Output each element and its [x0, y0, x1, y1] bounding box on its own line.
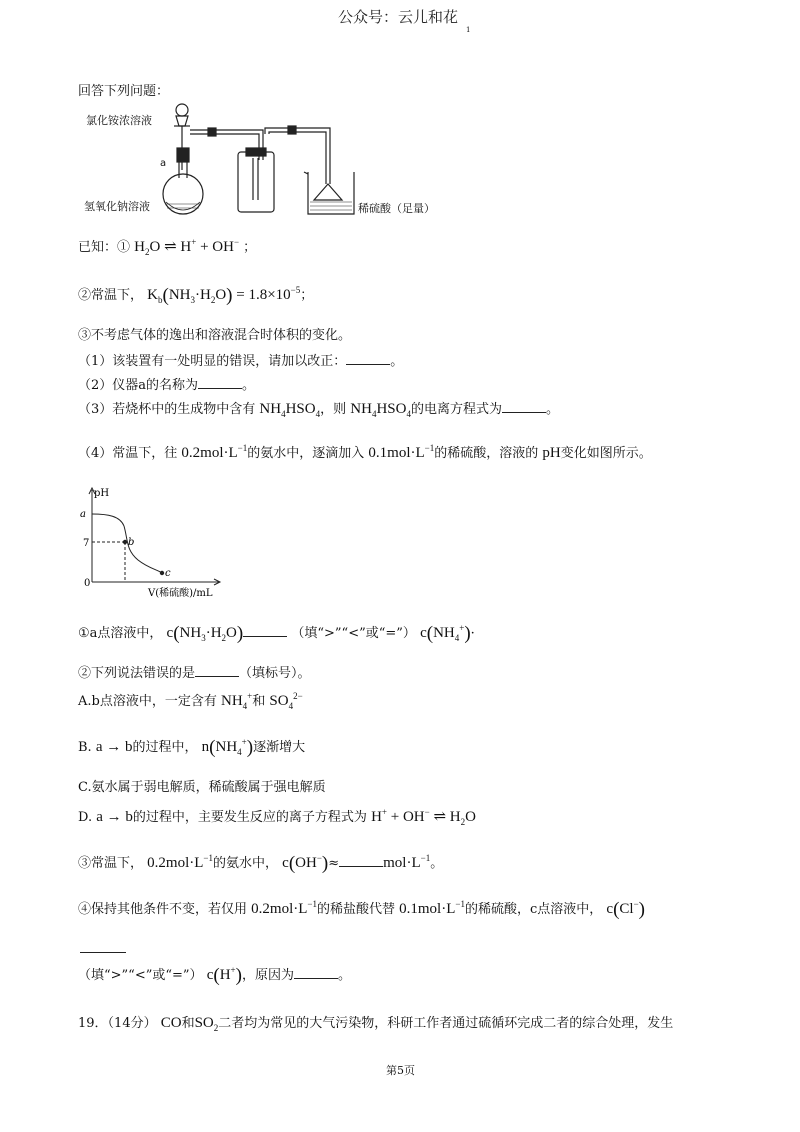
- sub-3: ③常温下， $0.2mol\cdot L^{-1}$的氨水中， $c(OH^-)\approx mol\cdot L^{-1}$。: [78, 853, 444, 874]
- label-point-c: c: [165, 568, 171, 579]
- option-a: A.b点溶液中，一定含有 $NH_4^+$和 $SO_4^{2-}$: [78, 691, 303, 711]
- question-4: （4）常温下，往 $0.2mol\cdot L^{-1}$的氨水中，逐滴加入 $0.1mol\cdot L^{-1}$的稀硫酸，溶液的 pH变化如图所示。: [78, 443, 652, 461]
- question-2: （2）仪器a的名称为 。: [78, 378, 256, 393]
- tick-7: 7: [83, 538, 90, 549]
- question-3: （3）若烧杯中的生成物中含有 $NH_4HSO_4$，则 $NH_4HSO_4$的电离方程式为 。: [78, 401, 559, 419]
- known-line-3: ③不考虑气体的逸出和溶液混合时体积的变化。: [78, 328, 352, 343]
- sub-5: （填“>”“<”或“=”） c(H+)，原因为 。: [78, 965, 351, 986]
- page-number: 第5页: [386, 1064, 415, 1077]
- tick-0: 0: [84, 578, 91, 589]
- x-label: V(稀硫酸)/mL: [148, 588, 213, 599]
- sub-1: ①a点溶液中， $c(NH_3\cdot H_2O)$ （填“>”“<”或“=”） $c(NH_4^+)\cdot$: [78, 623, 475, 644]
- option-d: D. a → b的过程中，主要发生反应的离子方程式为 H+ + OH− ⇌ $H_2O$: [78, 807, 476, 827]
- known-line-1: 已知：① $H_2O$ ⇌ H+ + OH− ；: [78, 237, 257, 257]
- label-a: a: [160, 158, 167, 169]
- question-19: 19．（14分） CO和$SO_2$二者均为常见的大气污染物，科研工作者通过硫循环完成二者的综合处理，发生: [78, 1015, 674, 1033]
- header-mark: 1: [466, 26, 471, 34]
- ph-curve: [92, 514, 162, 573]
- option-b: B. a → b的过程中， $n(NH_4^+)$逐渐增大: [78, 737, 306, 758]
- option-c: C.氨水属于弱电解质，稀硫酸属于强电解质: [78, 780, 326, 795]
- point-b: [123, 540, 127, 544]
- sub-4: ④保持其他条件不变，若仅用 $0.2mol\cdot L^{-1}$的稀盐酸代替 $0.1mol\cdot L^{-1}$的稀硫酸，c点溶液中， c(Cl−): [78, 899, 645, 920]
- label-point-a: a: [80, 509, 86, 520]
- label-beaker: 稀硫酸（足量）: [358, 202, 435, 215]
- sub-2: ②下列说法错误的是 （填标号）。: [78, 666, 311, 681]
- answer-line: [80, 952, 126, 953]
- label-flask: 氢氧化钠溶液: [84, 200, 150, 213]
- question-1: （1）该装置有一处明显的错误，请加以改正： 。: [78, 354, 404, 369]
- intro-text: 回答下列问题：: [78, 84, 170, 99]
- label-funnel: 氯化铵浓溶液: [86, 114, 152, 127]
- label-point-b: b: [128, 537, 135, 548]
- ph-chart: [78, 482, 228, 600]
- point-c: [160, 571, 164, 575]
- page-header: 公众号：云儿和花: [338, 8, 459, 26]
- y-label: pH: [94, 488, 110, 499]
- known-line-2: ②常温下， $K_b(NH_3\cdot H_2O) = 1.8\times 10^{-5}$；: [78, 285, 314, 306]
